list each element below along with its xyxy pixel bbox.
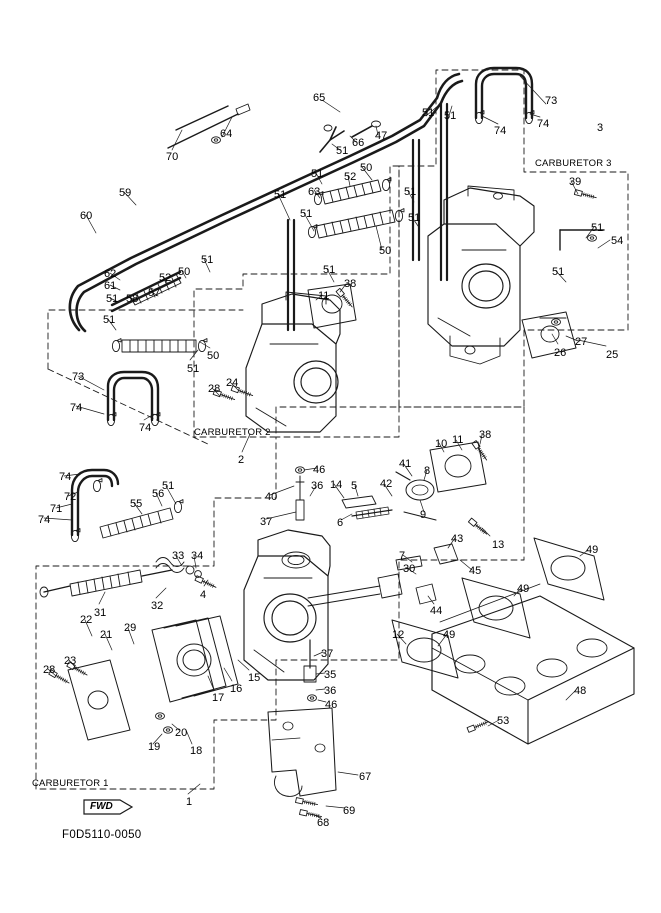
callout-number: 52 [159,272,172,284]
callout-number: 42 [380,478,393,490]
callout-number: 51 [422,107,435,119]
callout-number: 13 [492,539,505,551]
callout-number: 29 [124,622,137,634]
callout-number: 74 [38,514,51,526]
callout-number: 50 [207,350,220,362]
callout-number: 72 [64,491,77,503]
callout-number: 66 [352,137,365,149]
callout-number: 22 [80,614,93,626]
callout-number: 69 [343,805,356,817]
callout-number: 71 [50,503,63,515]
callout-number: 11 [452,434,464,446]
callout-number: 51 [103,314,116,326]
callout-number: 21 [100,629,113,641]
callout-number: 46 [325,699,338,711]
callout-number: 36 [311,480,324,492]
callout-number: 1 [186,796,193,808]
callout-number: 23 [64,655,77,667]
callout-number: 44 [430,605,443,617]
callout-number: 40 [265,491,278,503]
fwd-arrow-badge [82,796,134,818]
callout-number: 74 [494,125,507,137]
callout-number: 39 [569,176,582,188]
part-code-label: F0D5110-0050 [62,829,142,841]
callout-number: 9 [420,509,427,521]
callout-number: 62 [104,268,117,280]
callout-number: 50 [379,245,392,257]
callout-number: 54 [611,235,624,247]
callout-number: 38 [344,278,357,290]
callout-number: 67 [359,771,372,783]
callout-number: 18 [190,745,203,757]
callout-number: 48 [574,685,587,697]
callout-number: 33 [172,550,185,562]
callout-number: 35 [324,669,337,681]
callout-number: 26 [554,347,567,359]
carburetor-group-label: CARBURETOR 1 [32,778,109,789]
callout-number: 58 [126,293,139,305]
callout-number: 15 [248,672,261,684]
callout-number: 41 [399,458,412,470]
callout-number: 37 [321,648,334,660]
callout-number: 51 [591,222,604,234]
callout-number: 4 [200,589,207,601]
callout-number: 25 [606,349,619,361]
callout-number: 73 [72,371,85,383]
callout-number: 55 [130,498,143,510]
callout-number: 11 [318,290,330,302]
callout-number: 49 [443,629,456,641]
callout-number: 59 [119,187,132,199]
callout-number: 50 [178,266,191,278]
callout-number: 51 [300,208,313,220]
callout-number: 14 [330,479,343,491]
callout-number: 51 [187,363,200,375]
callout-number: 74 [59,471,72,483]
callout-number: 27 [575,336,588,348]
callout-number: 51 [201,254,214,266]
callout-number: 32 [151,600,164,612]
callout-number: 51 [311,168,324,180]
callout-number: 49 [586,544,599,556]
callout-number: 46 [313,464,326,476]
callout-number: 51 [408,212,421,224]
callout-number: 51 [444,110,457,122]
callout-number: 2 [238,454,245,466]
callout-number: 63 [308,186,321,198]
callout-number: 74 [537,118,550,130]
callout-number: 51 [106,293,119,305]
callout-number: 37 [260,516,273,528]
callout-number: 6 [337,517,344,529]
callout-number: 70 [166,151,179,163]
fwd-label: FWD [90,801,113,812]
callout-number: 53 [497,715,510,727]
callout-number: 17 [212,692,225,704]
callout-number: 8 [424,465,431,477]
callout-number: 65 [313,92,326,104]
callout-number: 28 [208,383,221,395]
callout-number: 56 [152,488,165,500]
callout-number: 51 [274,189,287,201]
callout-number: 50 [360,162,373,174]
callout-number: 51 [162,480,175,492]
callout-number: 3 [597,122,604,134]
carburetor-group-label: CARBURETOR 2 [194,427,271,438]
callout-number: 16 [230,683,243,695]
callout-number: 74 [70,402,83,414]
callout-number: 43 [451,533,464,545]
callout-number: 49 [517,583,530,595]
callout-number: 57 [148,287,161,299]
carburetor-group-label: CARBURETOR 3 [535,158,612,169]
callout-number: 74 [139,422,152,434]
callout-number: 5 [351,480,358,492]
callout-number: 73 [545,95,558,107]
callout-number: 36 [324,685,337,697]
callout-number: 61 [104,280,117,292]
callout-number: 20 [175,727,188,739]
callout-number: 38 [479,429,492,441]
callout-number: 68 [317,817,330,829]
callout-number: 34 [191,550,204,562]
callout-number: 10 [435,438,448,450]
callout-number: 47 [375,130,388,142]
callout-number: 24 [226,377,239,389]
callout-number: 45 [469,565,482,577]
callout-number: 28 [43,664,56,676]
callout-number: 51 [404,186,417,198]
callout-number: 52 [344,171,357,183]
callout-number: 7 [399,550,406,562]
callout-number: 19 [148,741,161,753]
callout-number: 31 [94,607,107,619]
callout-number: 64 [220,128,233,140]
callout-number: 51 [552,266,565,278]
callout-number: 30 [403,563,416,575]
callout-number: 12 [392,629,405,641]
callout-number: 51 [323,264,336,276]
callout-number: 51 [336,145,349,157]
callout-number: 60 [80,210,93,222]
